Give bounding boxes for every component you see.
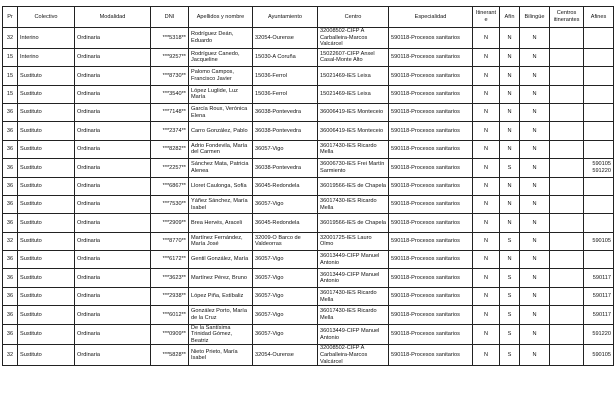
cell-afin: N xyxy=(500,177,520,195)
table-row xyxy=(3,324,614,345)
cell-pr: 32 xyxy=(3,28,18,49)
cell-ayuntamiento: 32054-Ourense xyxy=(253,345,318,366)
cell-modalidad: Ordinaria xyxy=(75,324,151,345)
table-row xyxy=(3,159,614,177)
cell-colectivo: Sustituto xyxy=(18,306,75,324)
cell-afin: N xyxy=(500,251,520,269)
cell-apellidos-nombre: González Porto, María de la Cruz xyxy=(189,306,253,324)
table-body xyxy=(3,28,614,366)
document-page xyxy=(2,6,614,366)
cell-afines xyxy=(584,103,614,121)
cell-itinerante: N xyxy=(473,195,500,213)
cell-centros-itinerantes xyxy=(550,251,584,269)
cell-modalidad: Ordinaria xyxy=(75,287,151,305)
cell-apellidos-nombre: Palomo Campos, Francisco Javier xyxy=(189,67,253,85)
cell-afines xyxy=(584,67,614,85)
cell-centros-itinerantes xyxy=(550,48,584,66)
cell-modalidad: Ordinaria xyxy=(75,28,151,49)
header-ayuntamiento: Ayuntamiento xyxy=(253,7,318,28)
cell-afin: N xyxy=(500,214,520,232)
cell-pr: 36 xyxy=(3,214,18,232)
cell-ayuntamiento: 36057-Vigo xyxy=(253,269,318,287)
cell-colectivo: Sustituto xyxy=(18,324,75,345)
cell-afines xyxy=(584,85,614,103)
cell-modalidad: Ordinaria xyxy=(75,122,151,140)
cell-itinerante: N xyxy=(473,67,500,85)
cell-centro: 36006730-IES Frei Martín Sarmiento xyxy=(318,159,389,177)
cell-afin: N xyxy=(500,28,520,49)
cell-bilingue: N xyxy=(520,85,550,103)
cell-dni: ***5318** xyxy=(151,28,189,49)
cell-centro: 36017430-IES Ricardo Mella xyxy=(318,306,389,324)
cell-apellidos-nombre: Martínez Fernández, María José xyxy=(189,232,253,250)
table-row xyxy=(3,232,614,250)
table-row xyxy=(3,251,614,269)
cell-afines: 590105 xyxy=(584,345,614,366)
table-row xyxy=(3,122,614,140)
cell-bilingue: N xyxy=(520,159,550,177)
cell-dni: ***6172** xyxy=(151,251,189,269)
cell-pr: 15 xyxy=(3,67,18,85)
cell-pr: 36 xyxy=(3,251,18,269)
cell-dni: ***3540** xyxy=(151,85,189,103)
cell-colectivo: Interino xyxy=(18,28,75,49)
cell-pr: 15 xyxy=(3,48,18,66)
cell-pr: 32 xyxy=(3,345,18,366)
cell-especialidad: 590118-Procesos sanitarios xyxy=(389,103,473,121)
cell-centros-itinerantes xyxy=(550,85,584,103)
cell-especialidad: 590118-Procesos sanitarios xyxy=(389,214,473,232)
cell-itinerante: N xyxy=(473,345,500,366)
cell-ayuntamiento: 36057-Vigo xyxy=(253,324,318,345)
cell-bilingue: N xyxy=(520,287,550,305)
cell-bilingue: N xyxy=(520,195,550,213)
cell-ayuntamiento: 36038-Pontevedra xyxy=(253,159,318,177)
cell-centros-itinerantes xyxy=(550,214,584,232)
cell-centros-itinerantes xyxy=(550,195,584,213)
cell-pr: 32 xyxy=(3,232,18,250)
table-row xyxy=(3,48,614,66)
cell-colectivo: Sustituto xyxy=(18,67,75,85)
cell-especialidad: 590118-Procesos sanitarios xyxy=(389,232,473,250)
cell-centro: 36017430-IES Ricardo Mella xyxy=(318,140,389,158)
cell-especialidad: 590118-Procesos sanitarios xyxy=(389,287,473,305)
cell-colectivo: Sustituto xyxy=(18,287,75,305)
cell-afines: 590117 xyxy=(584,287,614,305)
cell-colectivo: Sustituto xyxy=(18,85,75,103)
cell-modalidad: Ordinaria xyxy=(75,67,151,85)
cell-dni: ***2374** xyxy=(151,122,189,140)
cell-centro: 15021469-IES Leixa xyxy=(318,67,389,85)
header-pr: Pr xyxy=(3,7,18,28)
cell-apellidos-nombre: Rodríguez Deán, Eduardo xyxy=(189,28,253,49)
cell-centro: 36006419-IES Monteceio xyxy=(318,103,389,121)
cell-pr: 36 xyxy=(3,306,18,324)
cell-ayuntamiento: 32009-O Barco de Valdeorras xyxy=(253,232,318,250)
cell-apellidos-nombre: Lloret Caulonga, Sofía xyxy=(189,177,253,195)
cell-dni: ***2909** xyxy=(151,214,189,232)
cell-afines xyxy=(584,140,614,158)
cell-itinerante: N xyxy=(473,122,500,140)
cell-afin: S xyxy=(500,345,520,366)
cell-ayuntamiento: 36045-Redondela xyxy=(253,214,318,232)
cell-bilingue: N xyxy=(520,67,550,85)
cell-modalidad: Ordinaria xyxy=(75,195,151,213)
cell-centro: 36013449-CIFP Manuel Antonio xyxy=(318,324,389,345)
cell-colectivo: Sustituto xyxy=(18,103,75,121)
cell-pr: 36 xyxy=(3,122,18,140)
cell-pr: 15 xyxy=(3,85,18,103)
cell-apellidos-nombre: García Roux, Verónica Elena xyxy=(189,103,253,121)
cell-centro: 36017430-IES Ricardo Mella xyxy=(318,287,389,305)
cell-afin: S xyxy=(500,232,520,250)
cell-dni: ***8282** xyxy=(151,140,189,158)
cell-centros-itinerantes xyxy=(550,159,584,177)
cell-modalidad: Ordinaria xyxy=(75,345,151,366)
cell-modalidad: Ordinaria xyxy=(75,251,151,269)
header-especialidad: Especialidad xyxy=(389,7,473,28)
cell-centros-itinerantes xyxy=(550,103,584,121)
cell-bilingue: N xyxy=(520,251,550,269)
cell-centros-itinerantes xyxy=(550,67,584,85)
cell-dni: ***2938** xyxy=(151,287,189,305)
cell-afin: N xyxy=(500,195,520,213)
assignments-table xyxy=(2,6,614,366)
cell-itinerante: N xyxy=(473,306,500,324)
cell-pr: 36 xyxy=(3,103,18,121)
header-colectivo: Colectivo xyxy=(18,7,75,28)
cell-especialidad: 590118-Procesos sanitarios xyxy=(389,67,473,85)
cell-bilingue: N xyxy=(520,232,550,250)
table-header-row xyxy=(3,7,614,28)
cell-especialidad: 590118-Procesos sanitarios xyxy=(389,195,473,213)
cell-apellidos-nombre: Adrio Fondevila, María del Carmen xyxy=(189,140,253,158)
header-centro: Centro xyxy=(318,7,389,28)
cell-centro: 32008502-CIFP A Carballeira-Marcos Valcárcel xyxy=(318,28,389,49)
cell-apellidos-nombre: Yáñez Sánchez, María Isabel xyxy=(189,195,253,213)
cell-afin: N xyxy=(500,85,520,103)
header-itinerante: Itinerante xyxy=(473,7,500,28)
cell-ayuntamiento: 36057-Vigo xyxy=(253,306,318,324)
cell-bilingue: N xyxy=(520,345,550,366)
cell-pr: 36 xyxy=(3,287,18,305)
cell-especialidad: 590118-Procesos sanitarios xyxy=(389,159,473,177)
cell-bilingue: N xyxy=(520,269,550,287)
cell-afines: 590105 591220 xyxy=(584,159,614,177)
cell-ayuntamiento: 36038-Pontevedra xyxy=(253,103,318,121)
cell-pr: 36 xyxy=(3,195,18,213)
cell-colectivo: Sustituto xyxy=(18,269,75,287)
cell-centro: 36019566-IES de Chapela xyxy=(318,214,389,232)
cell-centro: 36013449-CIFP Manuel Antonio xyxy=(318,269,389,287)
cell-centros-itinerantes xyxy=(550,306,584,324)
cell-afines xyxy=(584,195,614,213)
cell-itinerante: N xyxy=(473,324,500,345)
table-row xyxy=(3,140,614,158)
cell-bilingue: N xyxy=(520,48,550,66)
cell-dni: ***6012** xyxy=(151,306,189,324)
cell-pr: 36 xyxy=(3,269,18,287)
cell-bilingue: N xyxy=(520,103,550,121)
cell-colectivo: Sustituto xyxy=(18,232,75,250)
cell-afin: S xyxy=(500,306,520,324)
cell-ayuntamiento: 15036-Ferrol xyxy=(253,85,318,103)
cell-afin: S xyxy=(500,269,520,287)
cell-centros-itinerantes xyxy=(550,287,584,305)
cell-centros-itinerantes xyxy=(550,324,584,345)
cell-itinerante: N xyxy=(473,214,500,232)
header-bilingue: Bilingüe xyxy=(520,7,550,28)
cell-afines xyxy=(584,28,614,49)
cell-centro: 36013449-CIFP Manuel Antonio xyxy=(318,251,389,269)
cell-colectivo: Sustituto xyxy=(18,251,75,269)
cell-dni: ***5828** xyxy=(151,345,189,366)
cell-especialidad: 590118-Procesos sanitarios xyxy=(389,140,473,158)
cell-bilingue: N xyxy=(520,122,550,140)
cell-afines: 590117 xyxy=(584,306,614,324)
cell-modalidad: Ordinaria xyxy=(75,269,151,287)
cell-pr: 36 xyxy=(3,159,18,177)
cell-afin: S xyxy=(500,159,520,177)
table-row xyxy=(3,85,614,103)
cell-colectivo: Sustituto xyxy=(18,122,75,140)
cell-afines: 591220 xyxy=(584,324,614,345)
cell-ayuntamiento: 36038-Pontevedra xyxy=(253,122,318,140)
cell-colectivo: Sustituto xyxy=(18,214,75,232)
cell-centros-itinerantes xyxy=(550,122,584,140)
cell-centro: 36019566-IES de Chapela xyxy=(318,177,389,195)
cell-dni: ***9257** xyxy=(151,48,189,66)
cell-modalidad: Ordinaria xyxy=(75,306,151,324)
cell-colectivo: Sustituto xyxy=(18,195,75,213)
cell-apellidos-nombre: Martínez Pérez, Bruno xyxy=(189,269,253,287)
header-afin: Afín xyxy=(500,7,520,28)
cell-modalidad: Ordinaria xyxy=(75,177,151,195)
cell-afin: N xyxy=(500,48,520,66)
cell-itinerante: N xyxy=(473,140,500,158)
table-row xyxy=(3,214,614,232)
cell-bilingue: N xyxy=(520,306,550,324)
cell-ayuntamiento: 36057-Vigo xyxy=(253,251,318,269)
cell-bilingue: N xyxy=(520,140,550,158)
cell-modalidad: Ordinaria xyxy=(75,48,151,66)
cell-apellidos-nombre: Rodríguez Canedo, Jacqueline xyxy=(189,48,253,66)
cell-dni: ***7148** xyxy=(151,103,189,121)
cell-afin: N xyxy=(500,103,520,121)
cell-afin: S xyxy=(500,287,520,305)
cell-itinerante: N xyxy=(473,177,500,195)
cell-especialidad: 590118-Procesos sanitarios xyxy=(389,85,473,103)
cell-especialidad: 590118-Procesos sanitarios xyxy=(389,251,473,269)
cell-modalidad: Ordinaria xyxy=(75,103,151,121)
table-row xyxy=(3,177,614,195)
cell-centro: 32001725-IES Lauro Olmo xyxy=(318,232,389,250)
cell-modalidad: Ordinaria xyxy=(75,140,151,158)
cell-colectivo: Sustituto xyxy=(18,345,75,366)
cell-dni: ***8770** xyxy=(151,232,189,250)
cell-centros-itinerantes xyxy=(550,28,584,49)
cell-bilingue: N xyxy=(520,324,550,345)
cell-apellidos-nombre: Nieto Prieto, María Isabel xyxy=(189,345,253,366)
cell-afin: S xyxy=(500,324,520,345)
cell-afines xyxy=(584,48,614,66)
cell-dni: ***8730** xyxy=(151,67,189,85)
cell-especialidad: 590118-Procesos sanitarios xyxy=(389,269,473,287)
cell-apellidos-nombre: Gentil González, María xyxy=(189,251,253,269)
cell-apellidos-nombre: De la Santísima Trinidad Gómez, Beatriz xyxy=(189,324,253,345)
cell-itinerante: N xyxy=(473,103,500,121)
header-modalidad: Modalidad xyxy=(75,7,151,28)
cell-apellidos-nombre: López Luglide, Luz María xyxy=(189,85,253,103)
table-row xyxy=(3,287,614,305)
cell-pr: 36 xyxy=(3,140,18,158)
header-afines: Afines xyxy=(584,7,614,28)
cell-dni: ***2257** xyxy=(151,159,189,177)
cell-centros-itinerantes xyxy=(550,345,584,366)
cell-itinerante: N xyxy=(473,85,500,103)
cell-afines: 590117 xyxy=(584,269,614,287)
cell-apellidos-nombre: Sánchez Mata, Patricia Alenea xyxy=(189,159,253,177)
table-row xyxy=(3,67,614,85)
header-apellidos-nombre: Apellidos y nombre xyxy=(189,7,253,28)
header-dni: DNI xyxy=(151,7,189,28)
cell-centros-itinerantes xyxy=(550,140,584,158)
cell-ayuntamiento: 36057-Vigo xyxy=(253,140,318,158)
cell-itinerante: N xyxy=(473,287,500,305)
cell-afines xyxy=(584,214,614,232)
cell-modalidad: Ordinaria xyxy=(75,159,151,177)
cell-centro: 15022607-CIFP Anxel Casal-Monte Alto xyxy=(318,48,389,66)
cell-afines xyxy=(584,177,614,195)
cell-itinerante: N xyxy=(473,251,500,269)
cell-bilingue: N xyxy=(520,28,550,49)
cell-itinerante: N xyxy=(473,159,500,177)
cell-apellidos-nombre: Carro González, Pablo xyxy=(189,122,253,140)
cell-afin: N xyxy=(500,122,520,140)
cell-ayuntamiento: 36057-Vigo xyxy=(253,195,318,213)
cell-dni: ***3623** xyxy=(151,269,189,287)
cell-pr: 36 xyxy=(3,324,18,345)
cell-especialidad: 590118-Procesos sanitarios xyxy=(389,345,473,366)
cell-itinerante: N xyxy=(473,232,500,250)
cell-centro: 32008502-CIFP A Carballeira-Marcos Valcárcel xyxy=(318,345,389,366)
cell-modalidad: Ordinaria xyxy=(75,214,151,232)
cell-itinerante: N xyxy=(473,48,500,66)
cell-afines xyxy=(584,122,614,140)
cell-especialidad: 590118-Procesos sanitarios xyxy=(389,306,473,324)
cell-especialidad: 590118-Procesos sanitarios xyxy=(389,177,473,195)
cell-modalidad: Ordinaria xyxy=(75,85,151,103)
cell-centros-itinerantes xyxy=(550,232,584,250)
cell-centro: 36017430-IES Ricardo Mella xyxy=(318,195,389,213)
cell-itinerante: N xyxy=(473,269,500,287)
cell-centros-itinerantes xyxy=(550,177,584,195)
cell-especialidad: 590118-Procesos sanitarios xyxy=(389,28,473,49)
cell-colectivo: Sustituto xyxy=(18,140,75,158)
cell-ayuntamiento: 36057-Vigo xyxy=(253,287,318,305)
table-row xyxy=(3,28,614,49)
table-row xyxy=(3,345,614,366)
cell-afines: 590105 xyxy=(584,232,614,250)
cell-ayuntamiento: 15036-Ferrol xyxy=(253,67,318,85)
header-centros-itinerantes: Centros itinerantes xyxy=(550,7,584,28)
cell-ayuntamiento: 32054-Ourense xyxy=(253,28,318,49)
cell-centros-itinerantes xyxy=(550,269,584,287)
cell-centro: 36006419-IES Monteceio xyxy=(318,122,389,140)
cell-ayuntamiento: 36045-Redondela xyxy=(253,177,318,195)
cell-centro: 15021469-IES Leixa xyxy=(318,85,389,103)
cell-colectivo: Interino xyxy=(18,48,75,66)
cell-apellidos-nombre: López Piña, Estíbaliz xyxy=(189,287,253,305)
cell-dni: ***0909** xyxy=(151,324,189,345)
cell-bilingue: N xyxy=(520,177,550,195)
cell-dni: ***6867** xyxy=(151,177,189,195)
cell-afin: N xyxy=(500,67,520,85)
table-row xyxy=(3,306,614,324)
cell-apellidos-nombre: Brea Hervés, Araceli xyxy=(189,214,253,232)
cell-especialidad: 590118-Procesos sanitarios xyxy=(389,324,473,345)
table-row xyxy=(3,269,614,287)
cell-pr: 36 xyxy=(3,177,18,195)
cell-especialidad: 590118-Procesos sanitarios xyxy=(389,48,473,66)
cell-afin: N xyxy=(500,140,520,158)
table-row xyxy=(3,195,614,213)
cell-modalidad: Ordinaria xyxy=(75,232,151,250)
cell-bilingue: N xyxy=(520,214,550,232)
cell-colectivo: Sustituto xyxy=(18,159,75,177)
cell-dni: ***7530** xyxy=(151,195,189,213)
table-row xyxy=(3,103,614,121)
cell-itinerante: N xyxy=(473,28,500,49)
cell-especialidad: 590118-Procesos sanitarios xyxy=(389,122,473,140)
cell-ayuntamiento: 15030-A Coruña xyxy=(253,48,318,66)
cell-colectivo: Sustituto xyxy=(18,177,75,195)
cell-afines xyxy=(584,251,614,269)
